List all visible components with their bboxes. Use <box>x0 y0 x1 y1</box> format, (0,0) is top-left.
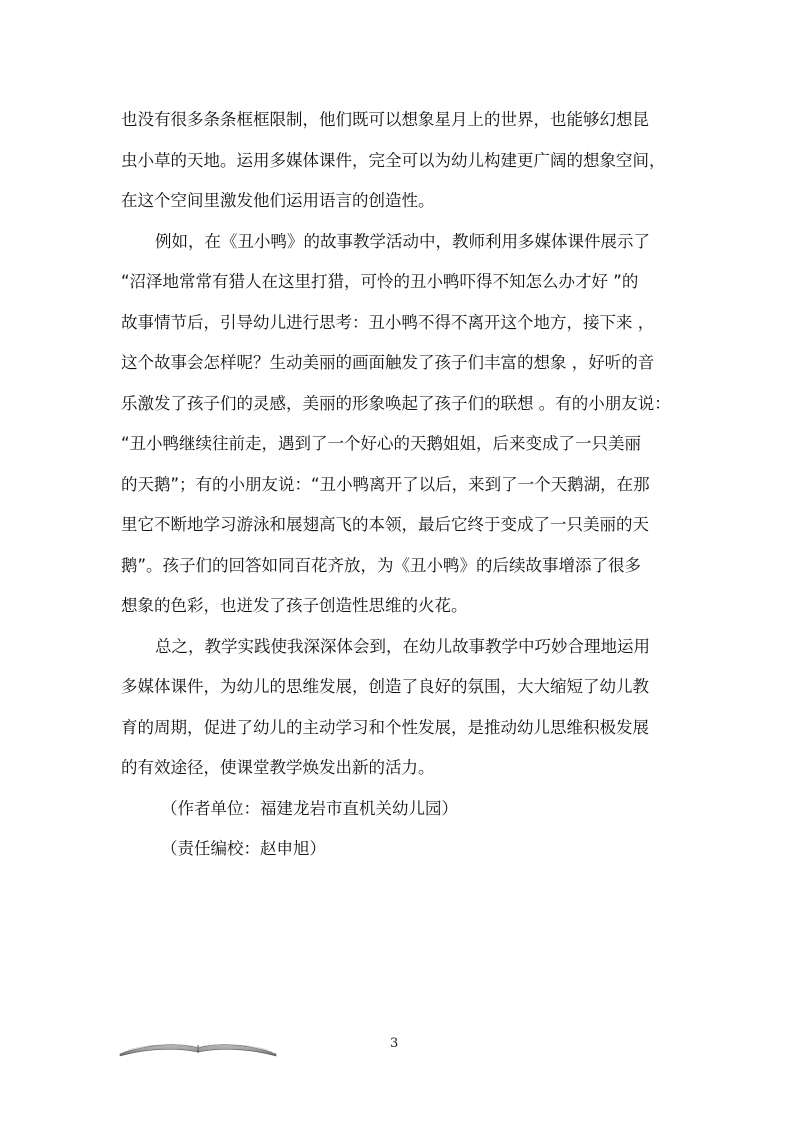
text-line: 的天鹅”；有的小朋友说：“丑小鸭离开了以后，来到了一个天鹅湖，在那 <box>121 474 650 494</box>
text-line: 也没有很多条条框框限制，他们既可以想象星月上的世界，也能够幻想昆 <box>121 110 649 129</box>
open-book-icon <box>118 1036 278 1058</box>
editor-credit: （责任编校：赵申旭） <box>161 839 326 858</box>
text-line: 的有效途径，使课堂教学焕发出新的活力。 <box>121 758 435 777</box>
page-number: 3 <box>390 1036 399 1051</box>
text-line: 鹅”。孩子们的回答如同百花齐放，为《丑小鸭》的后续故事增添了很多 <box>121 555 642 575</box>
text-line: “沼泽地常常有猎人在这里打猎，可怜的丑小鸭吓得不知怎么办才好 ”的 <box>121 272 639 291</box>
paragraph-1 <box>121 100 681 222</box>
author-unit: （作者单位：福建龙岩市直机关幼儿园） <box>161 798 458 818</box>
text-line: “丑小鸭继续往前走，遇到了一个好心的天鹅姐姐，后来变成了一只美丽 <box>121 434 642 453</box>
text-line: 这个故事会怎样呢？生动美丽的画面触发了孩子们丰富的想象 ，好听的音 <box>121 353 655 372</box>
text-line: 乐激发了孩子们的灵感，美丽的形象唤起了孩子们的联想 。有的小朋友说： <box>121 393 671 413</box>
text-line: 总之，教学实践使我深深体会到，在幼儿故事教学中巧妙合理地运用 <box>155 636 650 656</box>
paragraph-2 <box>121 222 681 627</box>
article-body <box>121 100 681 870</box>
text-line: 虫小草的天地。运用多媒体课件，完全可以为幼儿构建更广阔的想象空间， <box>121 150 666 170</box>
text-line: 例如，在《丑小鸭》的故事教学活动中，教师利用多媒体课件展示了 <box>155 231 650 251</box>
text-line: 多媒体课件，为幼儿的思维发展，创造了良好的氛围，大大缩短了幼儿教 <box>121 677 649 696</box>
text-line: 故事情节后，引导幼儿进行思考：丑小鸭不得不离开这个地方，接下来 ， <box>121 312 655 332</box>
text-line: 育的周期，促进了幼儿的主动学习和个性发展，是推动幼儿思维积极发展 <box>121 717 649 737</box>
paragraph-3 <box>121 627 681 789</box>
text-line: 在这个空间里激发他们运用语言的创造性。 <box>121 191 435 210</box>
text-line: 想象的色彩，也迸发了孩子创造性思维的火花。 <box>121 596 468 615</box>
text-line: 里它不断地学习游泳和展翅高飞的本领，最后它终于变成了一只美丽的天 <box>121 515 649 534</box>
